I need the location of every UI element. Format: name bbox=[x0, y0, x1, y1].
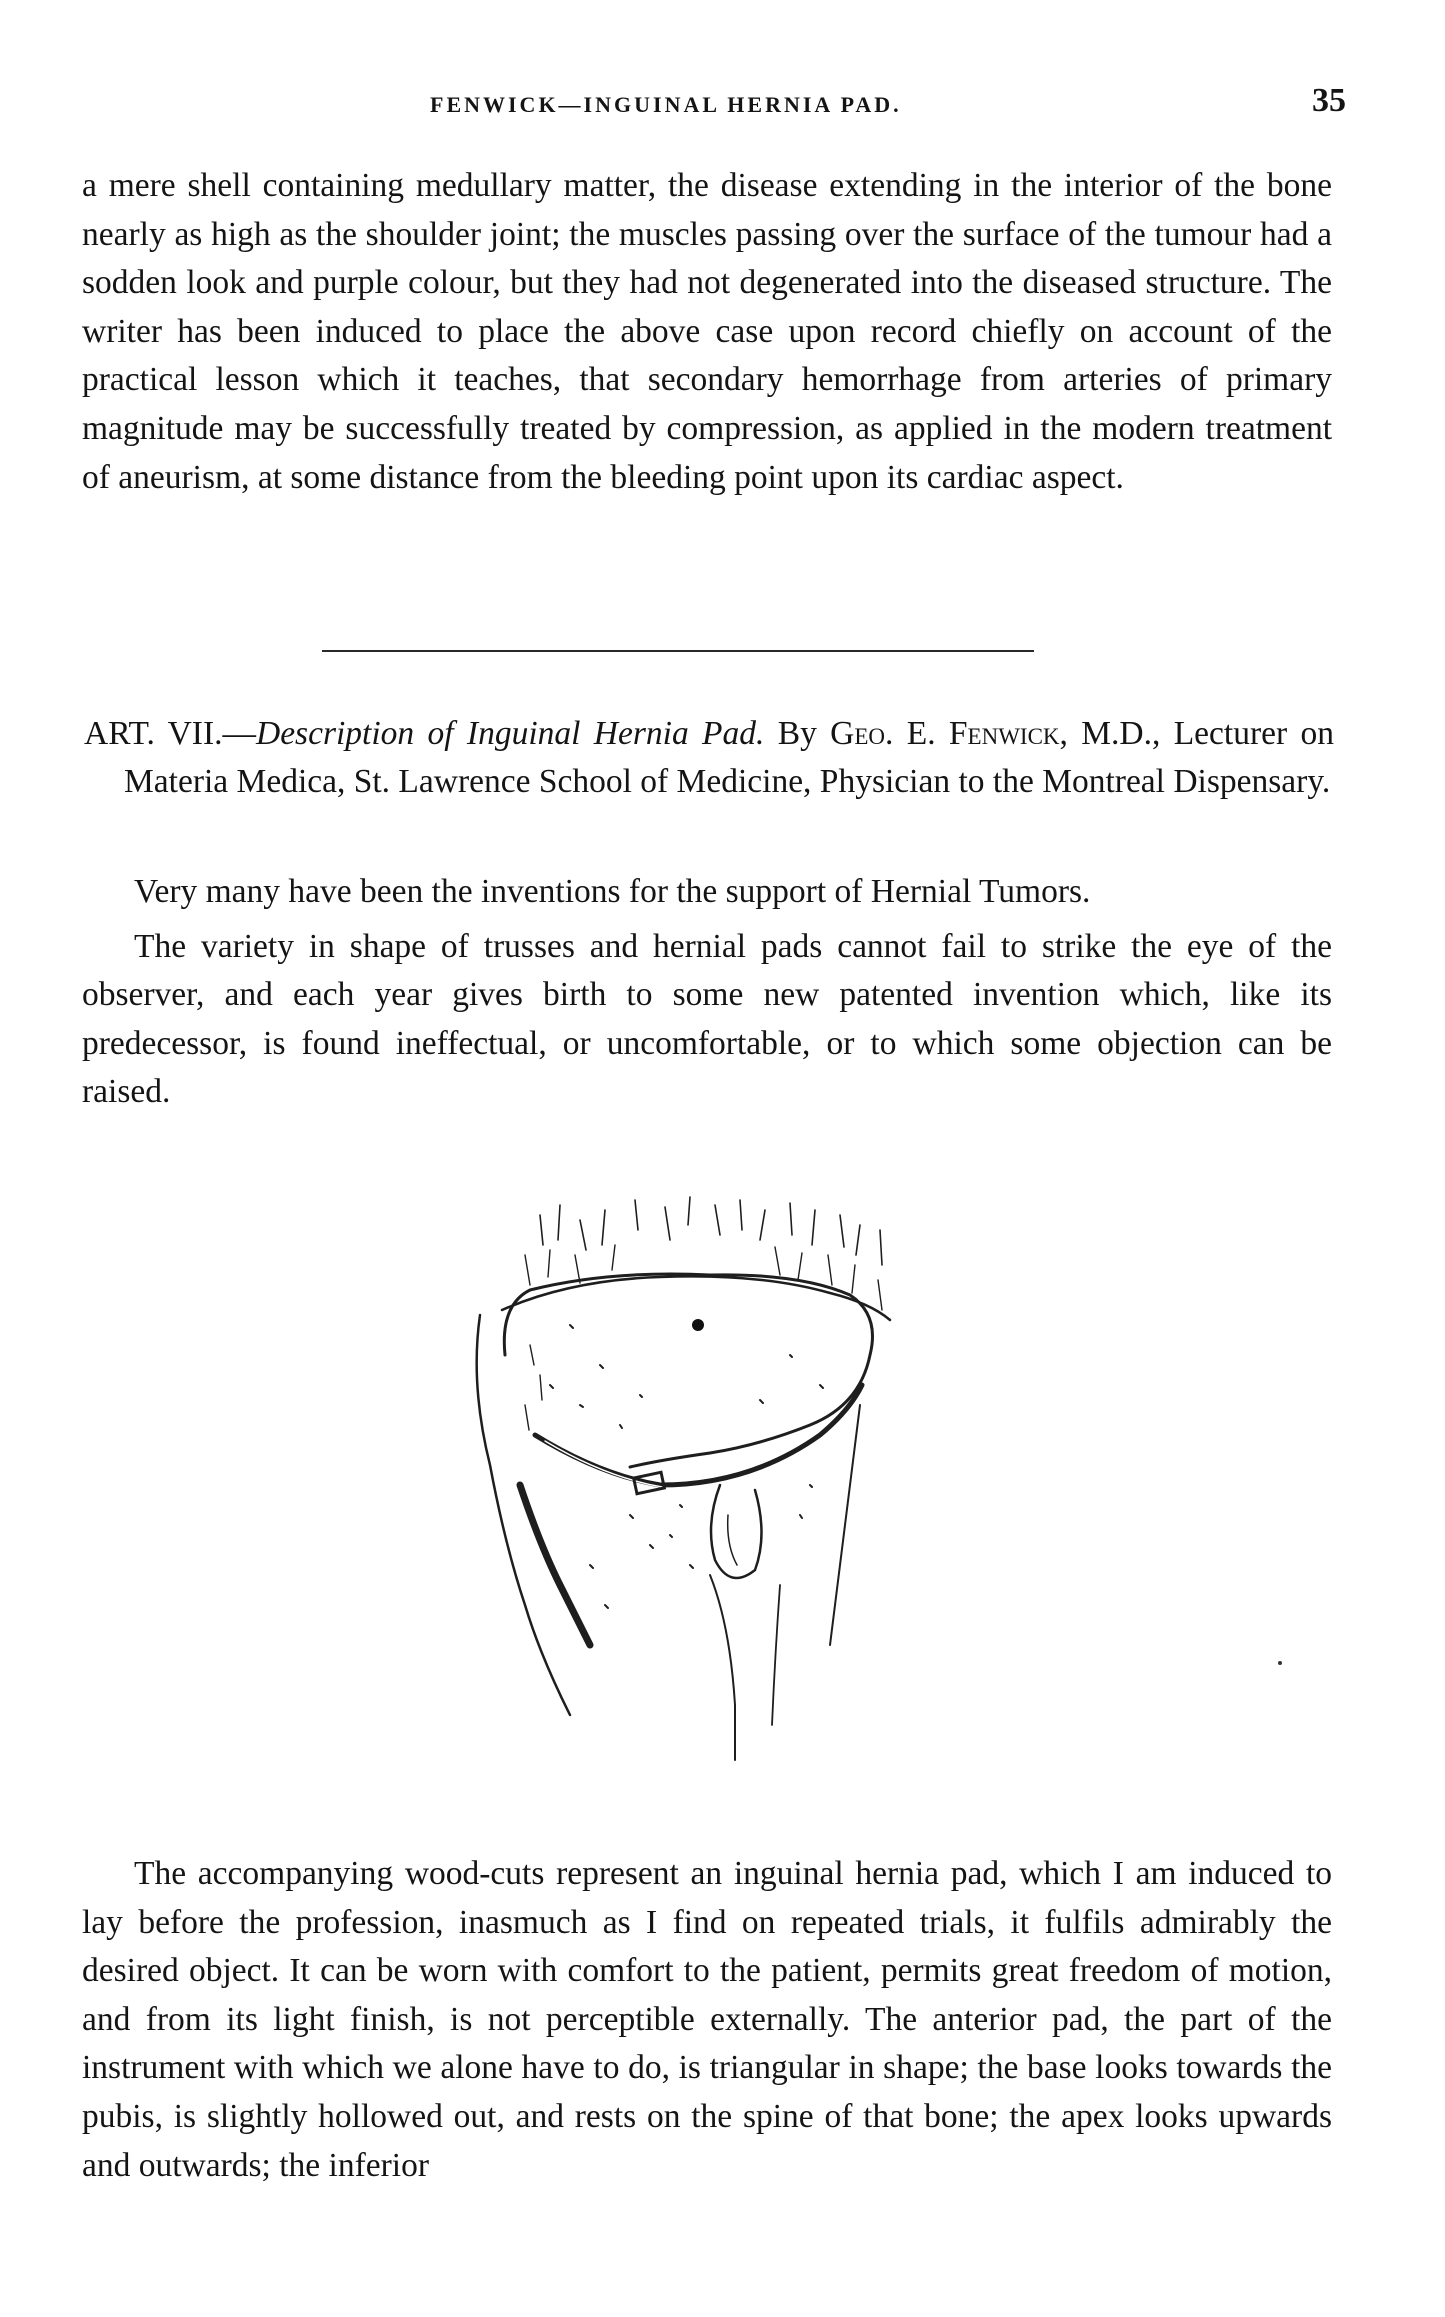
continued-paragraph bbox=[82, 162, 1332, 502]
description-paragraph bbox=[82, 1850, 1332, 2190]
print-speck bbox=[1278, 1661, 1282, 1665]
woodcut-illustration bbox=[430, 1185, 990, 1825]
article-title: Description of Inguinal Hernia Pad. bbox=[256, 715, 765, 752]
description-text: The accompanying wood-cuts represent an inguinal hernia pad, which I am induced to lay before the profession, inasmuch as I find on repeated trials, it fulfils admirably the desired object. It can be worn with comfort to the patient, permits great freedom of motion, and from its light finish, is not perceptible externally. The anterior pad, the part of the instrument with which we alone have to do, is triangular in shape; the base looks towards the pubis, is slightly hollowed out, and rests on the spine of that bone; the apex looks upwards and outwards; the inferior bbox=[82, 1855, 1332, 2184]
article-number: ART. VII.— bbox=[84, 715, 256, 752]
intro-paragraphs bbox=[82, 868, 1332, 1117]
hernia-pad-woodcut-figure bbox=[430, 1185, 990, 1825]
article-heading bbox=[84, 710, 1334, 806]
page-number: 35 bbox=[1312, 82, 1346, 119]
author-by: By bbox=[777, 715, 817, 752]
section-divider-rule bbox=[322, 650, 1034, 652]
intro-paragraph-2: The variety in shape of trusses and hernial pads cannot fail to strike the eye of the observer, and each year gives birth to some new patented invention which, like its predecessor, is found ineffectual, or uncomfortable, or to which some objection can be raised. bbox=[82, 927, 1332, 1111]
intro-paragraph-1: Very many have been the inventions for the support of Hernial Tumors. bbox=[134, 873, 1091, 910]
running-head: FENWICK—INGUINAL HERNIA PAD. bbox=[430, 92, 902, 117]
paragraph-text: a mere shell containing medullary matter, the disease extending in the interior of the bone nearly as high as the shoulder joint; the muscles passing over the surface of the tumour had a sodden look and purple colour, but they had not degenerated into the diseased structure. The writer has been induced to place the above case upon record chiefly on account of the practical lesson which it teaches, that secondary hemorrhage from arteries of primary magnitude may be successfully treated by compression, as applied in the modern treatment of aneurism, at some distance from the bleeding point upon its cardiac aspect. bbox=[82, 167, 1332, 496]
author-name: Geo. E. Fenwick bbox=[830, 715, 1060, 752]
author-credentials: , M.D., Lecturer on Materia Medica, St. Lawrence School of Medicine, Physician to the Montreal Dispensary. bbox=[124, 715, 1334, 800]
